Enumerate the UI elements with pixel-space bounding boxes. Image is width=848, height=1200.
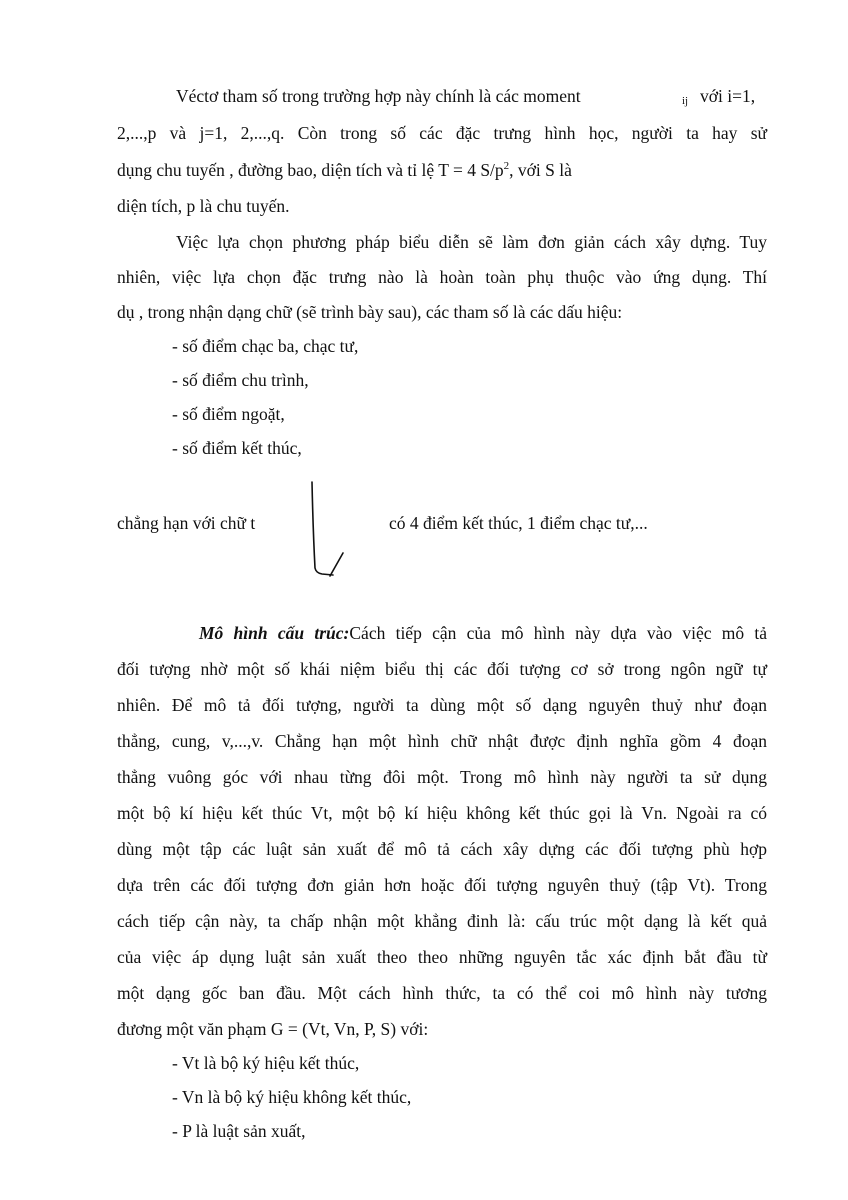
section-line: một bộ kí hiệu kết thúc Vt, một bộ kí hiệu không kết thúc gọi là Vn. Ngoài ra có — [117, 803, 767, 823]
para1-line-1-text: Véctơ tham số trong trường hợp này chính là các moment — [176, 86, 581, 106]
section-heading: Mô hình cấu trúc: — [199, 623, 350, 643]
section-line: dựa trên các đối tượng đơn giản hơn hoặc đối tượng nguyên thuỷ (tập Vt). Trong — [117, 875, 767, 895]
section-line: của việc áp dụng luật sản xuất theo theo những nguyên tắc xác định bắt đầu từ — [117, 947, 767, 967]
para1-line-1-end: với i=1, — [700, 86, 756, 106]
section-line-text: Cách tiếp cận của mô hình này dựa vào việc mô tả — [349, 623, 768, 643]
feature-item: - số điểm chu trình, — [172, 370, 309, 390]
section-line: thẳng, cung, v,...,v. Chẳng hạn một hình chữ nhật được định nghĩa gồm 4 đoạn — [117, 731, 767, 751]
example-left-text: chẳng hạn với chữ t — [117, 513, 256, 533]
feature-item: - số điểm kết thúc, — [172, 438, 302, 458]
para2-line-3: dụ , trong nhận dạng chữ (sẽ trình bày sau), các tham số là các dấu hiệu: — [117, 302, 623, 322]
para1-line-3-text: dụng chu tuyến , đường bao, diện tích và tỉ lệ T = 4 S/p — [117, 160, 504, 180]
section-line: dùng một tập các luật sản xuất để mô tả cách xây dựng các đối tượng phù hợp — [117, 839, 767, 859]
section-line: đương một văn phạm G = (Vt, Vn, P, S) với: — [117, 1019, 429, 1039]
section-line: thẳng vuông góc với nhau từng đôi một. Trong mô hình này người ta sử dụng — [117, 767, 767, 787]
superscript-2: 2 — [503, 160, 510, 172]
letter-t-hook — [330, 553, 343, 576]
section-line: một dạng gốc ban đầu. Một cách hình thức, ta có thể coi mô hình này tương — [117, 983, 767, 1003]
para1-line-2: 2,...,p và j=1, 2,...,q. Còn trong số các đặc trưng hình học, người ta hay sử — [117, 123, 767, 143]
para2-line-2: nhiên, việc lựa chọn đặc trưng nào là hoàn toàn phụ thuộc vào ứng dụng. Thí — [117, 267, 767, 287]
section-line: đối tượng nhờ một số khái niệm biểu thị các đối tượng cơ sở trong ngôn ngữ tự — [117, 659, 767, 679]
moment-subscript: ij — [682, 95, 689, 107]
section-line: nhiên. Để mô tả đối tượng, người ta dùng một số dạng nguyên thuỷ như đoạn — [117, 695, 767, 715]
example-right-text: có 4 điểm kết thúc, 1 điểm chạc tư,... — [389, 513, 648, 533]
para1-line-4: diện tích, p là chu tuyến. — [117, 196, 290, 216]
section-line: cách tiếp cận này, ta chấp nhận một khẳng đinh là: cấu trúc một dạng là kết quả — [117, 911, 767, 931]
letter-t-stem — [312, 482, 333, 575]
grammar-item: - Vt là bộ ký hiệu kết thúc, — [172, 1053, 360, 1073]
feature-item: - số điểm chạc ba, chạc tư, — [172, 336, 359, 356]
para1-line-3-end: , với S là — [509, 160, 572, 180]
grammar-item: - P là luật sản xuất, — [172, 1121, 306, 1141]
feature-item: - số điểm ngoặt, — [172, 404, 285, 424]
section-first-line — [199, 625, 767, 643]
para2-line-1: Việc lựa chọn phương pháp biểu diễn sẽ làm đơn giản cách xây dựng. Tuy — [176, 232, 767, 252]
grammar-item: - Vn là bộ ký hiệu không kết thúc, — [172, 1087, 412, 1107]
